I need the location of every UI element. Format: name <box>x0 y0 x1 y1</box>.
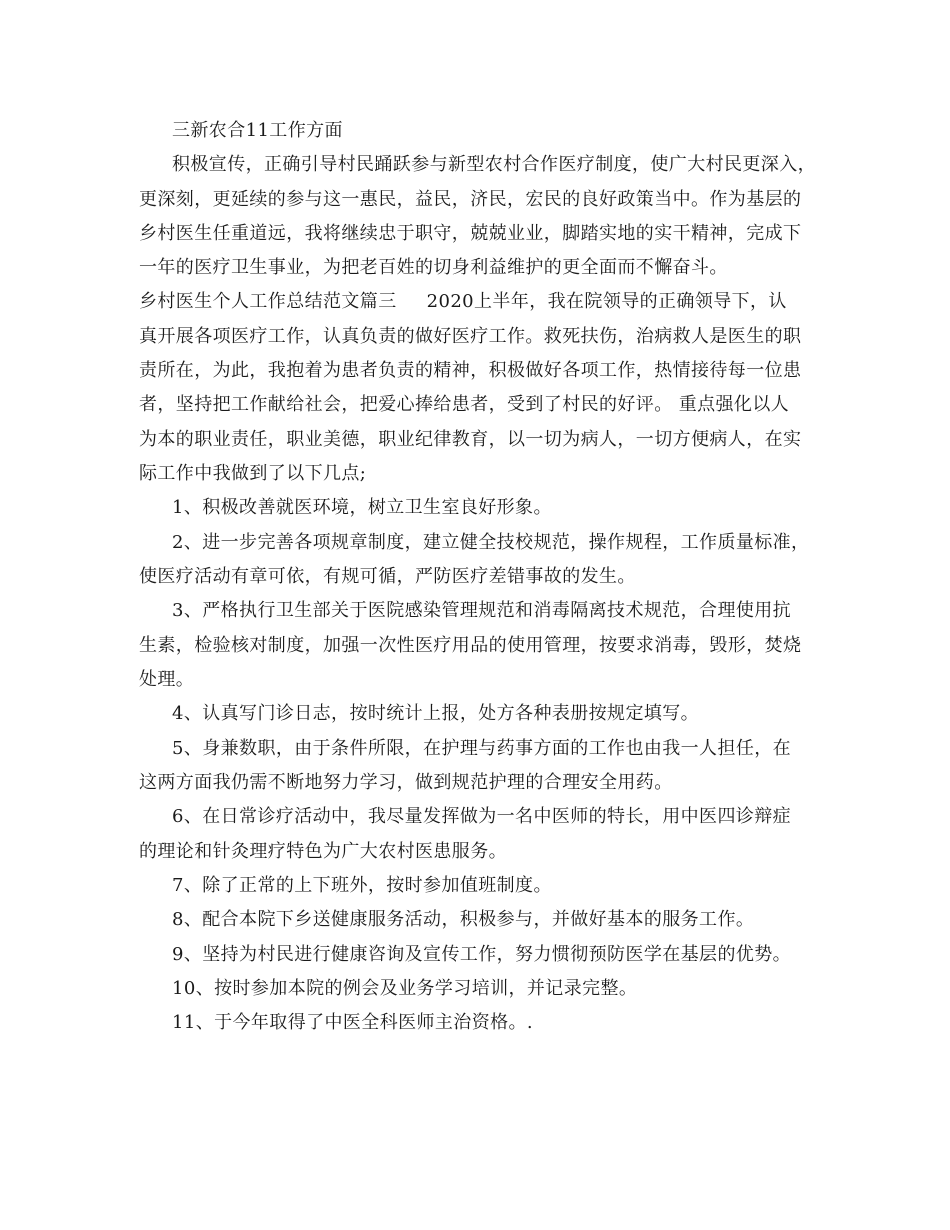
heading: 三新农合11工作方面 <box>172 120 343 141</box>
paragraph-line: 为本的职业责任，职业美德，职业纪律教育，以一切为病人，一切方便病人，在实 <box>139 429 802 450</box>
paragraph-line: 责所在，为此，我抱着为患者负责的精神，积极做好各项工作，热情接待每一位患 <box>139 360 802 381</box>
paragraph-line: 乡村医生任重道远，我将继续忠于职守，兢兢业业，脚踏实地的实干精神，完成下 <box>139 223 802 244</box>
section-title-line <box>139 290 787 314</box>
section-first-text: 2020上半年，我在院领导的正确领导下，认 <box>426 291 787 312</box>
paragraph-line: 更深刻，更延续的参与这一惠民，益民，济民，宏民的良好政策当中。作为基层的 <box>139 189 802 210</box>
list-item: 2、进一步完善各项规章制度，建立健全技校规范，操作规程，工作质量标准， <box>172 532 810 553</box>
paragraph-line: 一年的医疗卫生事业，为把老百姓的切身利益维护的更全面而不懈奋斗。 <box>139 257 728 278</box>
list-item: 9、坚持为村民进行健康咨询及宣传工作，努力惯彻预防医学在基层的优势。 <box>172 944 792 965</box>
list-item: 8、配合本院下乡送健康服务活动，积极参与，并做好基本的服务工作。 <box>172 909 755 930</box>
list-item: 11、于今年取得了中医全科医师主治资格。. <box>172 1012 534 1033</box>
list-item: 6、在日常诊疗活动中，我尽量发挥做为一名中医师的特长，用中医四诊辩症 <box>172 806 792 827</box>
paragraph-line: 者，坚持把工作献给社会，把爱心捧给患者，受到了村民的好评。 重点强化以人 <box>139 394 790 415</box>
list-item-continued: 处理。 <box>139 669 195 690</box>
list-item: 1、积极改善就医环境，树立卫生室良好形象。 <box>172 497 552 518</box>
paragraph-line: 际工作中我做到了以下几点; <box>139 463 367 484</box>
list-item-continued: 生素，检验核对制度，加强一次性医疗用品的使用管理，按要求消毒，毁形，焚烧 <box>139 635 802 656</box>
paragraph-line: 积极宣传，正确引导村民踊跃参与新型农村合作医疗制度，使广大村民更深入， <box>172 154 816 175</box>
paragraph-line: 真开展各项医疗工作，认真负责的做好医疗工作。救死扶伤，治病救人是医生的职 <box>139 326 802 347</box>
list-item-continued: 使医疗活动有章可依，有规可循，严防医疗差错事故的发生。 <box>139 566 636 587</box>
list-item: 3、严格执行卫生部关于医院感染管理规范和消毒隔离技术规范，合理使用抗 <box>172 600 792 621</box>
list-item: 5、身兼数职，由于条件所限，在护理与药事方面的工作也由我一人担任，在 <box>172 738 792 759</box>
list-item-continued: 的理论和针灸理疗特色为广大农村医患服务。 <box>139 841 507 862</box>
section-title: 乡村医生个人工作总结范文篇三 <box>139 291 397 312</box>
list-item: 4、认真写门诊日志，按时统计上报，处方各种表册按规定填写。 <box>172 703 700 724</box>
list-item: 10、按时参加本院的例会及业务学习培训，并记录完整。 <box>172 978 638 999</box>
list-item-continued: 这两方面我仍需不断地努力学习，做到规范护理的合理安全用药。 <box>139 772 673 793</box>
list-item: 7、除了正常的上下班外，按时参加值班制度。 <box>172 875 552 896</box>
